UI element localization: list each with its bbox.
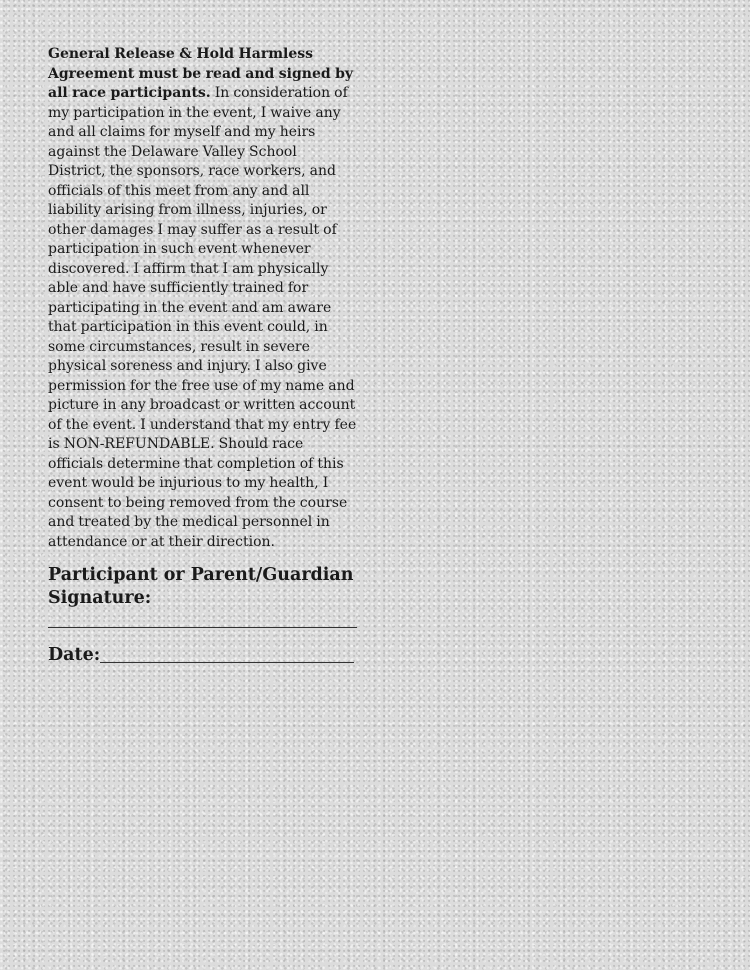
signature-line[interactable] xyxy=(48,627,357,628)
release-paragraph xyxy=(48,45,358,552)
date-line[interactable] xyxy=(100,662,354,663)
date-row xyxy=(48,644,358,667)
release-heading: General Release & Hold Harmless Agreement must be read and signed by all race participants. xyxy=(48,46,354,101)
date-label: Date: xyxy=(48,645,101,665)
release-body: In consideration of my participation in the event, I waive any and all claims for myself and my heirs against the Delaware Valley School District, the sponsors, race workers, and officials of this meet from any and all liability arising from illness, injuries, or other damages I may suffer as a result of participation in such event whenever discovered. I affirm that I am physically able and have sufficiently trained for participating in the event and am aware that participation in this event could, in some circumstances, result in severe physical soreness and injury. I also give permission for the free use of my name and picture in any broadcast or written account of the event. I understand that my entry fee is NON-REFUNDABLE. Should race officials determine that completion of this event would be injurious to my health, I consent to being removed from the course and treated by the medical personnel in attendance or at their direction. xyxy=(48,85,357,550)
signature-label: Participant or Parent/Guardian Signature: xyxy=(48,565,354,608)
release-form-column xyxy=(48,45,358,667)
